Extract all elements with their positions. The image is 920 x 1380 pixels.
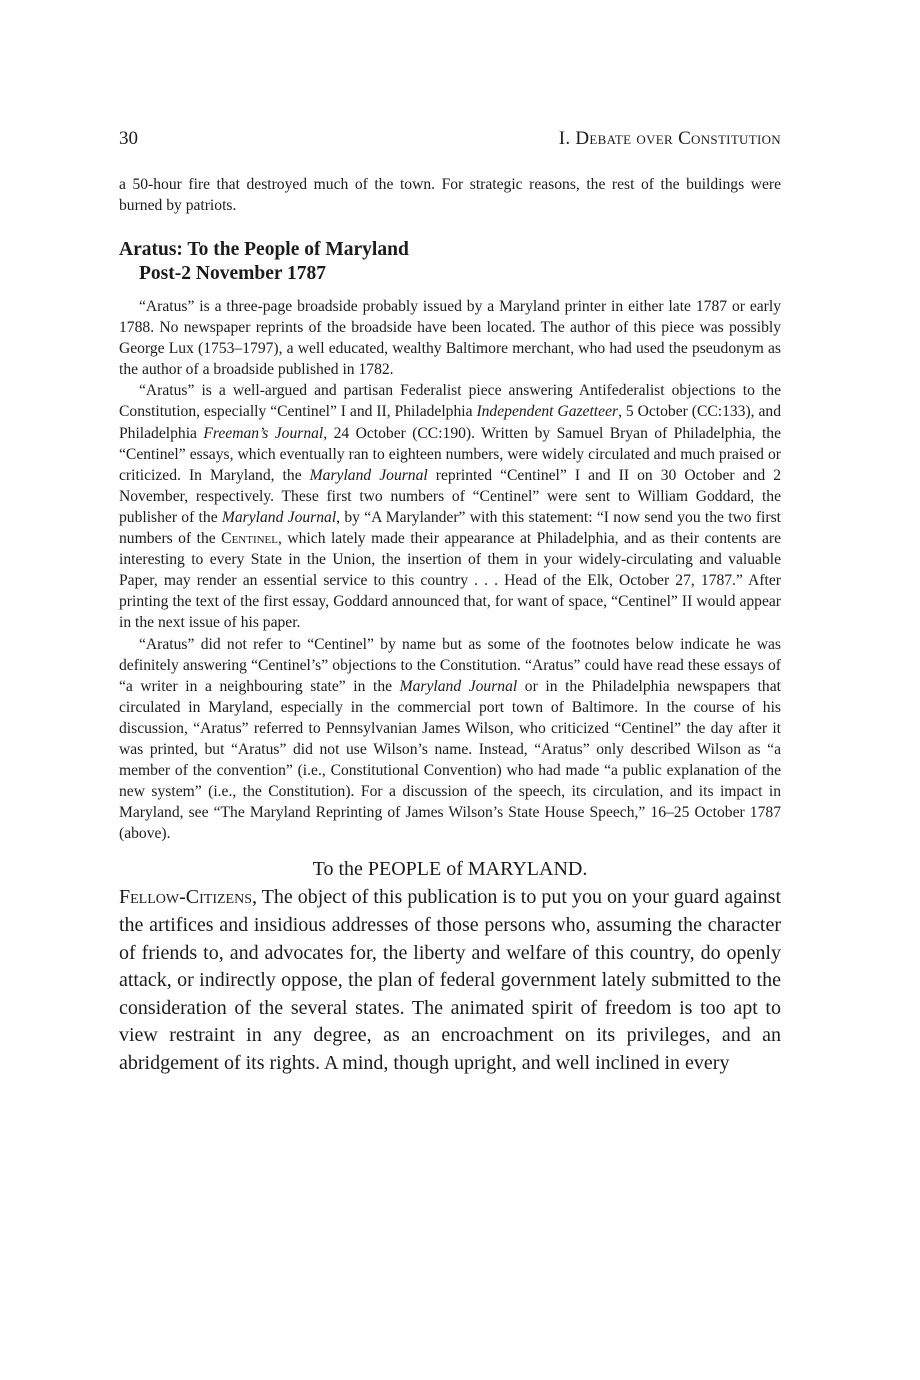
- intro-paragraph-3: [119, 634, 781, 845]
- small-caps-centinel: Centinel: [221, 530, 279, 548]
- running-title: I. Debate over Constitution: [558, 128, 781, 149]
- intro-p2-text-a: “Aratus” is a well-argued and partisan Federalist piece answering Antifederalist objections to the Constitution, especially “Centinel” I and II, Philadelphia: [119, 382, 781, 421]
- intro-p2-text-i: , by “A Marylander” with this statement: “I now send you the two first numbers of the: [119, 508, 781, 548]
- newspaper-title: Independent Gazetteer: [476, 403, 619, 421]
- intro-p2-text-e: , 24 October (CC:190). Written by Samuel Bryan of Philadelphia, the “Centinel” essays, which eventually ran to eighteen numbers, were widely circulated and much praised or criticized. In Maryland, the: [119, 424, 781, 484]
- newspaper-title: Maryland Journal: [399, 677, 518, 695]
- intro-paragraph-2: [119, 380, 781, 633]
- document-body: [119, 884, 781, 1077]
- intro-p3-text-a: “Aratus” did not refer to “Centinel” by name but as some of the footnotes below indicate he was definitely answering “Centinel’s” objections to the Constitution. “Aratus” could have read these essays of “a writer in a neighbouring state” in the: [119, 635, 781, 695]
- intro-p2-text-c: , 5 October (CC:133), and Philadelphia: [119, 403, 781, 442]
- newspaper-title: Maryland Journal: [221, 508, 337, 526]
- page-number: 30: [119, 128, 138, 149]
- intro-p2-text-g: reprinted “Centinel” I and II on 30 October and 2 November, respectively. These first two numbers of “Centinel” were sent to William Goddard, the publisher of the: [119, 466, 781, 526]
- document-page: [119, 128, 781, 1078]
- newspaper-title: Maryland Journal: [309, 466, 428, 484]
- running-head: [119, 128, 781, 158]
- intro-paragraph-1: [119, 296, 781, 380]
- intro-p2-text-k: , which lately made their appearance at Philadelphia, and as their contents are interesting to every State in the Union, the insertion of them in your widely-circulating and valuable Paper, may render an essential service to this country . . . Head of the Elk, October 27, 1787.” After printing the text of the first essay, Goddard announced that, for want of space, “Centinel” II would appear in the next issue of his paper.: [119, 530, 781, 632]
- article-title-line1: Aratus: To the People of Maryland: [119, 239, 409, 260]
- intro-p1-text: “Aratus” is a three-page broadside probably issued by a Maryland printer in either late 1787 or early 1788. No newspaper reprints of the broadside have been located. The author of this piece was possibly George Lux (1753–1797), a well educated, wealthy Baltimore merchant, who had used the pseudonym as the author of a broadside published in 1782.: [119, 298, 781, 379]
- editorial-introduction: [119, 296, 781, 844]
- intro-p3-text-c: or in the Philadelphia newspapers that circulated in Maryland, especially in the commercial port town of Baltimore. In the course of his discussion, “Aratus” referred to Pennsylvanian James Wilson, who criticized “Centinel” the day after it was printed, but “Aratus” did not use Wilson’s name. Instead, “Aratus” only described Wilson as “a member of the convention” (i.e., Constitutional Convention) who had made “a public explanation of the new system” (i.e., the Constitution). For a discussion of the speech, its circulation, and its impact in Maryland, see “The Maryland Reprinting of James Wilson’s State House Speech,” 16–25 October 1787 (above).: [119, 677, 781, 843]
- article-title: [119, 238, 781, 286]
- document-body-text: , The object of this publication is to put you on your guard against the artifices and insidious addresses of those persons who, assuming the character of friends to, and advocates for, the liberty and welfare of this country, do openly attack, or indirectly oppose, the plan of federal government lately submitted to the consideration of the several states. The animated spirit of freedom is too apt to view restraint in any degree, as an encroachment on its privileges, and an abridgement of its rights. A mind, though upright, and well inclined in every: [119, 886, 781, 1074]
- article-title-line2: Post-2 November 1787: [139, 263, 327, 284]
- newspaper-title: Freeman’s Journal: [203, 424, 324, 442]
- salutation: Fellow-Citizens: [119, 886, 252, 909]
- document-heading: To the PEOPLE of MARYLAND.: [312, 858, 588, 881]
- carryover-paragraph: a 50-hour fire that destroyed much of the town. For strategic reasons, the rest of the buildings were burned by patriots.: [119, 176, 781, 214]
